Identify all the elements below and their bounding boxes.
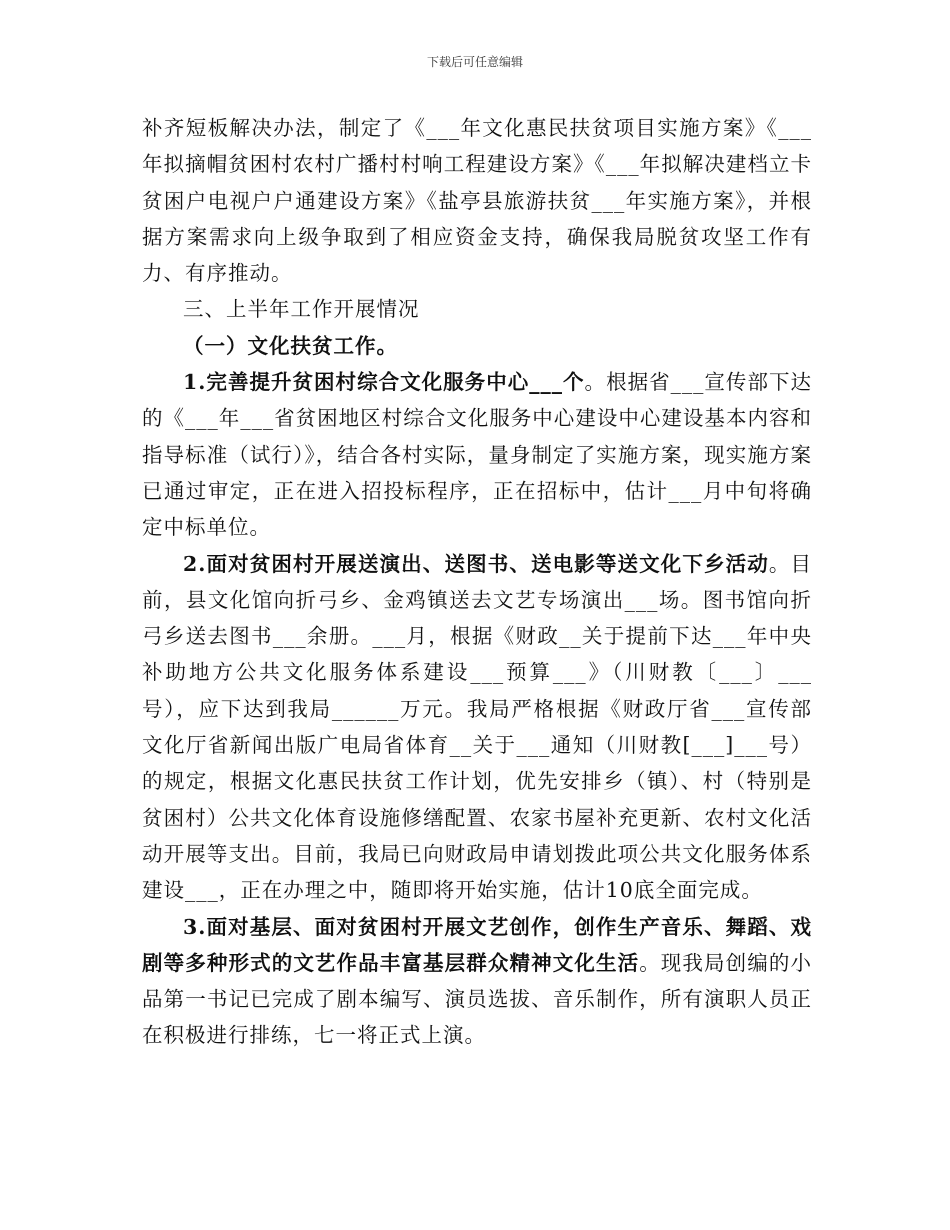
page-header-note: 下载后可任意编辑	[426, 55, 523, 69]
document-body	[142, 110, 812, 1054]
item-1-text: 。根据省___宣传部下达的《___年___省贫困地区村综合文化服务中心建设中心建设基本内容和指导标准（试行）》，结合各村实际，量身制定了实施方案，现实施方案已通过审定，正在进入招投标程序，正在招标中，估计___月中旬将确定中标单位。	[142, 370, 812, 540]
item-3-paragraph	[142, 909, 812, 1054]
section-heading: 三、上半年工作开展情况	[183, 297, 420, 322]
item-2-text: 。目前，县文化馆向折弓乡、金鸡镇送去文艺专场演出___场。图书馆向折弓乡送去图书___余册。___月，根据《财政__关于提前下达___年中央补助地方公共文化服务体系建设___预算___》（川财教〔___〕___号），应下达到我局______万元。我局严格根据《财政厅省___宣传部文化厅省新闻出版广电局省体育__关于___通知（川财教[___]___号）的规定，根据文化惠民扶贫工作计划，优先安排乡（镇）、村（特别是贫困村）公共文化体育设施修缮配置、农家书屋补充更新、农村文化活动开展等支出。目前，我局已向财政局申请划拨此项公共文化服务体系建设___，正在办理之中，随即将开始实施，估计10底全面完成。	[142, 551, 813, 903]
sub-heading: （一）文化扶贫工作。	[183, 333, 398, 358]
item-2-paragraph	[142, 546, 812, 909]
item-1-paragraph	[142, 364, 812, 545]
item-3-text: 。现我局创编的小品第一书记已完成了剧本编写、演员选拔、音乐制作，所有演职人员正在积极进行排练，七一将正式上演。	[142, 950, 813, 1048]
intro-paragraph: 补齐短板解决办法，制定了《___年文化惠民扶贫项目实施方案》《___年拟摘帽贫困村农村广播村村响工程建设方案》《___年拟解决建档立卡贫困户电视户户通建设方案》《盐亭县旅游扶贫___年实施方案》，并根据方案需求向上级争取到了相应资金支持，确保我局脱贫攻坚工作有力、有序推动。	[142, 116, 812, 286]
item-2-title: 2.面对贫困村开展送演出、送图书、送电影等送文化下乡活动	[183, 551, 769, 576]
item-3-title: 3.面对基层、面对贫困村开展文艺创作，创作生产音乐、舞蹈、戏剧等多种形式的文艺作品丰富基层群众精神文化生活	[142, 914, 812, 975]
item-1-title: 1.完善提升贫困村综合文化服务中心___个	[183, 370, 585, 395]
